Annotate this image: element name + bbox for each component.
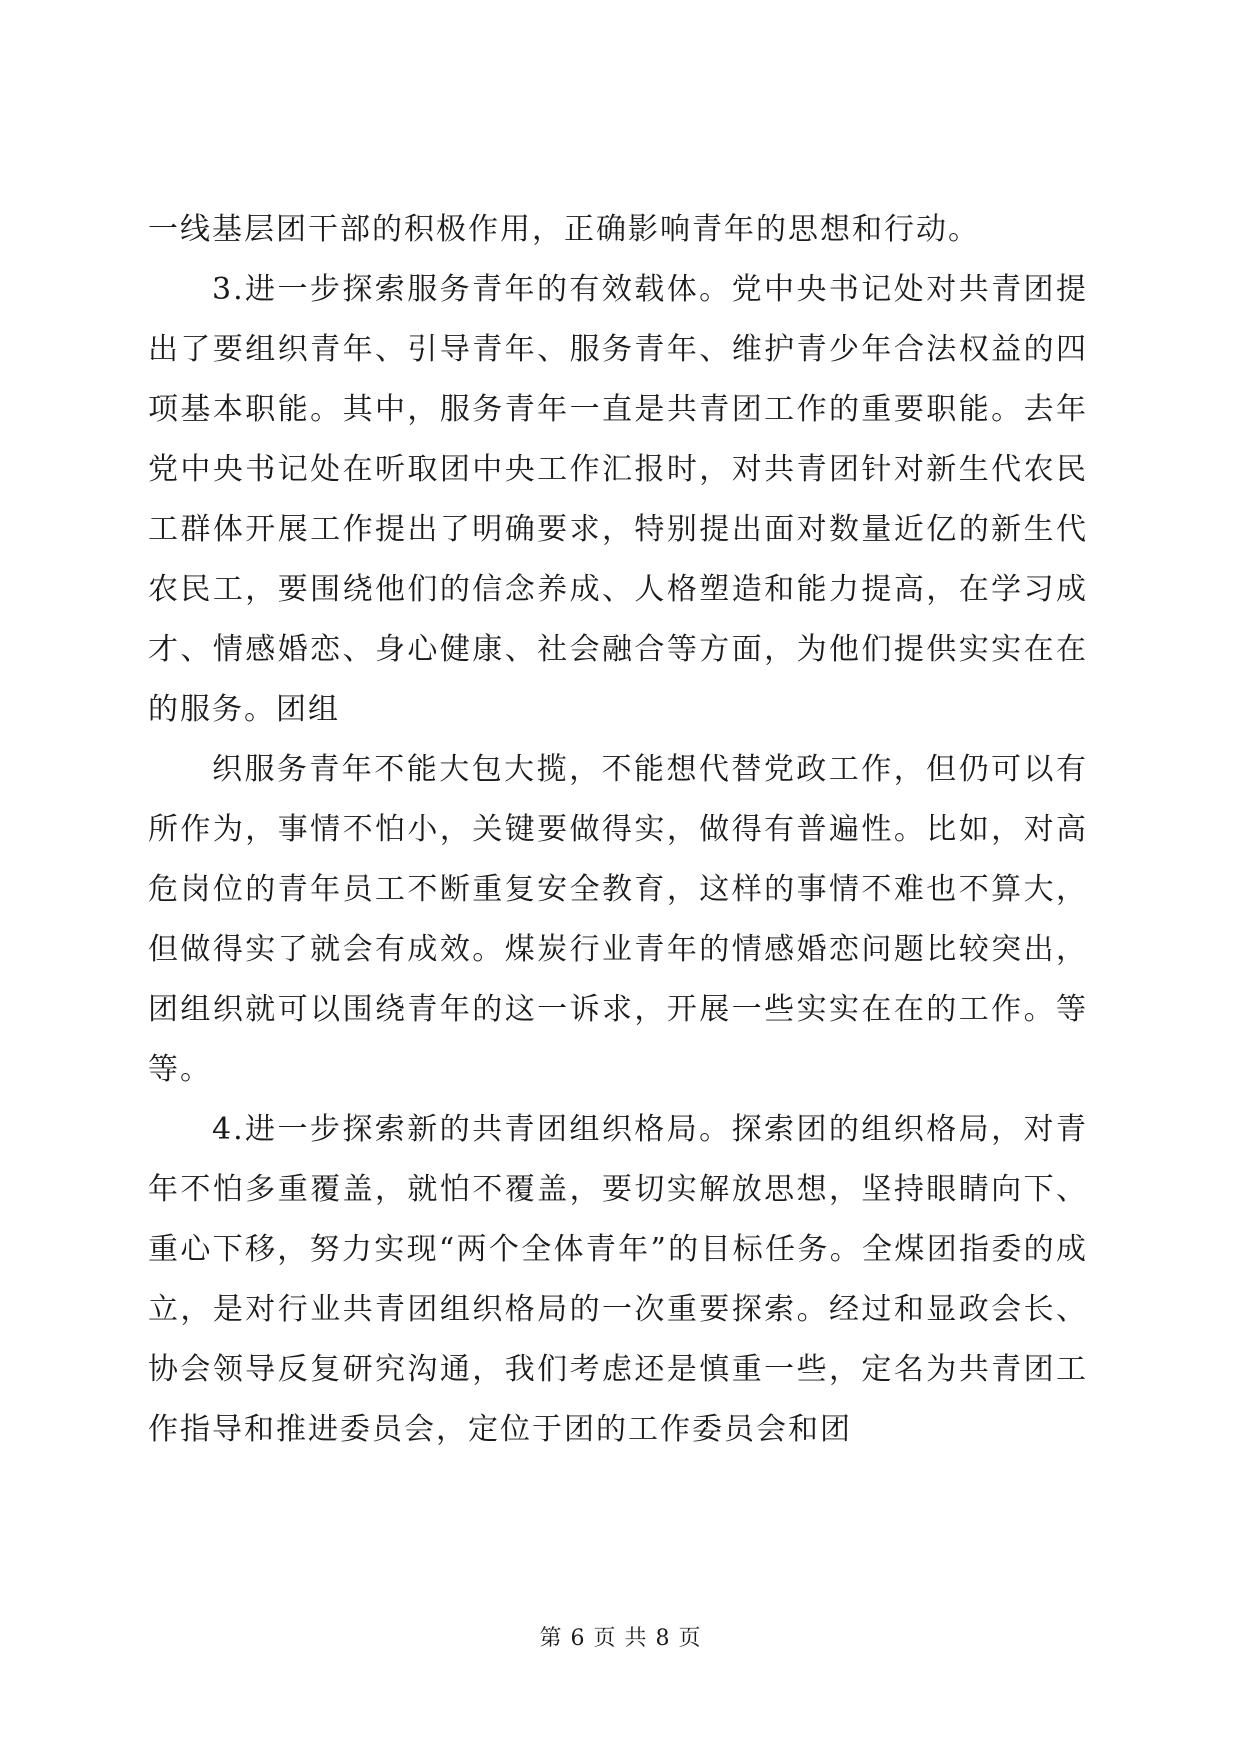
paragraph-item-3: 3.进一步探索服务青年的有效载体。党中央书记处对共青团提出了要组织青年、引导青年、服务青年、维护青少年合法权益的四项基本职能。其中，服务青年一直是共青团工作的重要职能。去年党中央书记处在听取团中央工作汇报时，对共青团针对新生代农民工群体开展工作提出了明确要求，特别提出面对数量近亿的新生代农民工，要围绕他们的信念养成、人格塑造和能力提高，在学习成才、情感婚恋、身心健康、社会融合等方面，为他们提供实实在在的服务。团组: [148, 272, 1088, 727]
paragraph-continuation: 一线基层团干部的积极作用，正确影响青年的思想和行动。: [148, 212, 980, 247]
page-footer: [0, 1624, 1241, 1654]
document-body: [148, 200, 1088, 1460]
paragraph-item-4: 4.进一步探索新的共青团组织格局。探索团的组织格局，对青年不怕多重覆盖，就怕不覆盖，要切实解放思想，坚持眼睛向下、重心下移，努力实现“两个全体青年”的目标任务。全煤团指委的成立，是对行业共青团组织格局的一次重要探索。经过和显政会长、协会领导反复研究沟通，我们考虑还是慎重一些，定名为共青团工作指导和推进委员会，定位于团的工作委员会和团: [148, 1112, 1088, 1447]
paragraph-service-youth: 织服务青年不能大包大揽，不能想代替党政工作，但仍可以有所作为，事情不怕小，关键要做得实，做得有普遍性。比如，对高危岗位的青年员工不断重复安全教育，这样的事情不难也不算大，但做得实了就会有成效。煤炭行业青年的情感婚恋问题比较突出，团组织就可以围绕青年的这一诉求，开展一些实实在在的工作。等等。: [148, 752, 1088, 1087]
page-number-label: 第 6 页 共 8 页: [539, 1626, 702, 1651]
